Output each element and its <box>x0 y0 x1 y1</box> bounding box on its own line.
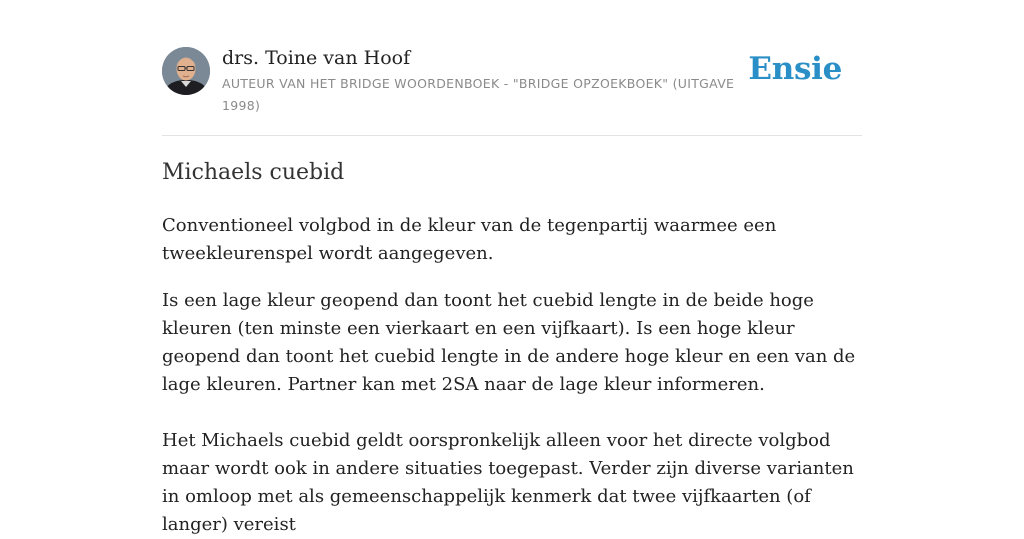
header-divider <box>162 135 862 136</box>
article-paragraph: Is een lage kleur geopend dan toont het cuebid lengte in de beide hoge kleuren (ten minste een vierkaart en een vijfkaart). Is een hoge kleur geopend dan toont het cuebid lengte in de andere hoge kleur en een van de lage kleuren. Partner kan met 2SA naar de lage kleur informeren. <box>162 290 856 395</box>
author-description: AUTEUR VAN HET BRIDGE WOORDENBOEK - "BRIDGE OPZOEKBOEK" (UITGAVE 1998) <box>222 76 735 113</box>
article-paragraph: Conventioneel volgbod in de kleur van de tegenpartij waarmee een tweekleurenspel wordt aangegeven. <box>162 215 777 264</box>
article-paragraph: Het Michaels cuebid geldt oorspronkelijk alleen voor het directe volgbod maar wordt ook in andere situaties toegepast. Verder zijn diverse varianten in omloop met als gemeenschappelijk kenmerk dat twee vijfkaarten (of langer) vereist <box>162 430 854 535</box>
author-name[interactable]: drs. Toine van Hoof <box>222 47 411 69</box>
ensie-logo[interactable]: Ensie <box>748 51 842 87</box>
article-title: Michaels cuebid <box>162 160 345 185</box>
author-portrait-icon <box>162 47 210 95</box>
author-header <box>162 45 862 135</box>
article-body <box>162 212 862 539</box>
author-avatar[interactable] <box>162 47 210 95</box>
